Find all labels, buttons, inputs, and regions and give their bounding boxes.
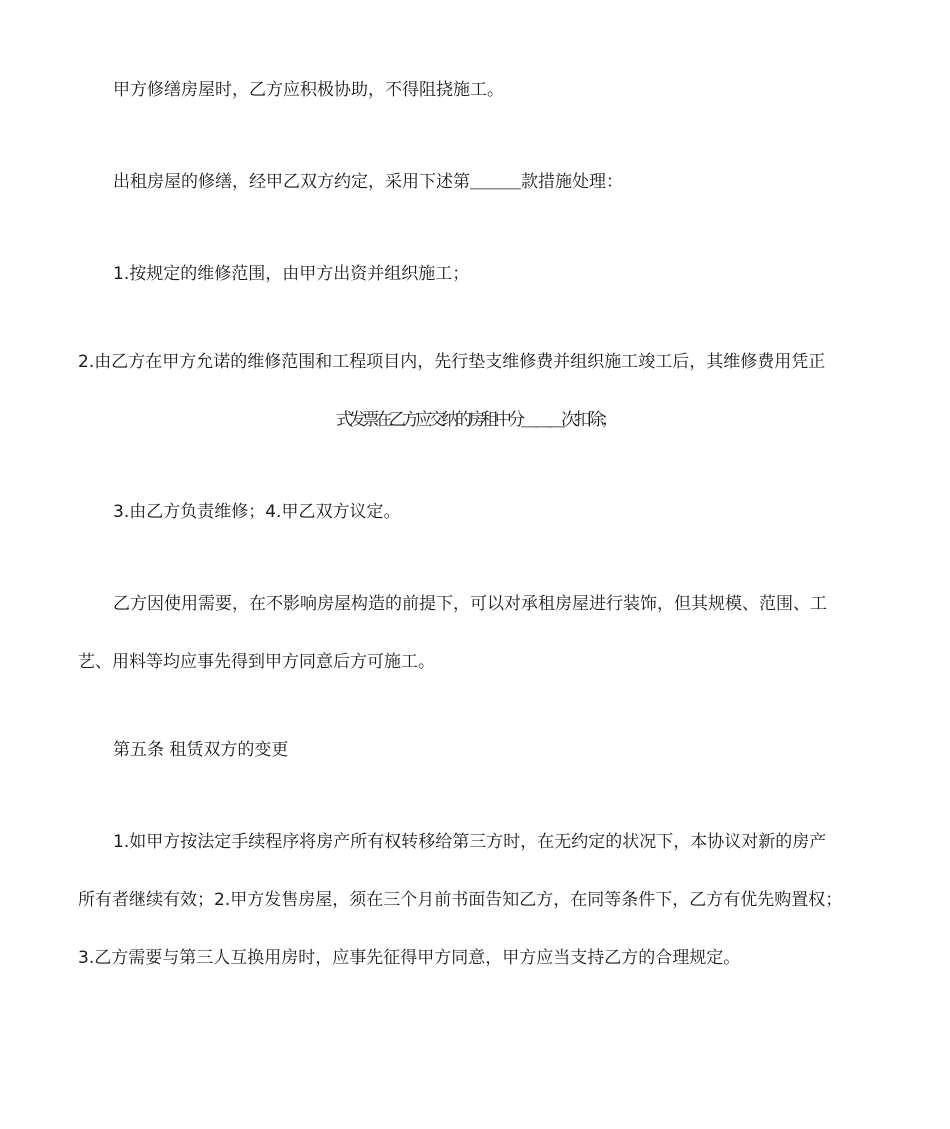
paragraph-change-line-1: 1.如甲方按法定手续程序将房产所有权转移给第三方时，在无约定的状况下，本协议对新的房产 — [113, 832, 827, 852]
paragraph-repair-measures: 出租房屋的修缮，经甲乙双方约定，采用下述第＿＿＿款措施处理： — [113, 172, 623, 192]
paragraph-change-line-3: 3.乙方需要与第三人互换用房时，应事先征得甲方同意，甲方应当支持乙方的合理规定。 — [78, 948, 741, 968]
paragraph-repair-cooperation: 甲方修缮房屋时，乙方应积极协助，不得阻挠施工。 — [113, 80, 504, 100]
paragraph-decoration-line-2: 艺、用料等均应事先得到甲方同意后方可施工。 — [78, 652, 435, 672]
paragraph-measure-1: 1.按规定的维修范围，由甲方出资并组织施工； — [113, 264, 470, 284]
paragraph-decoration-line-1: 乙方因使用需要，在不影响房屋构造的前提下，可以对承租房屋进行装饰，但其规模、范围、工 — [113, 594, 827, 614]
paragraph-change-line-2: 所有者继续有效；2.甲方发售房屋，须在三个月前书面告知乙方，在同等条件下，乙方有优先购置权； — [78, 890, 843, 910]
paragraph-measure-3-4: 3.由乙方负责维修；4.甲乙双方议定。 — [113, 502, 401, 522]
paragraph-measure-2-line-1 — [78, 350, 872, 374]
paragraph-measure-2-line-1-text: 2.由乙方在甲方允诺的维修范围和工程项目内，先行垫支维修费并组织施工竣工后，其维修费用凭正 — [78, 352, 826, 372]
section-heading-article-5: 第五条 租赁双方的变更 — [113, 740, 289, 760]
paragraph-measure-2-line-2: 式发票在乙方应交纳的房租中分＿＿＿次扣除； — [335, 410, 615, 430]
